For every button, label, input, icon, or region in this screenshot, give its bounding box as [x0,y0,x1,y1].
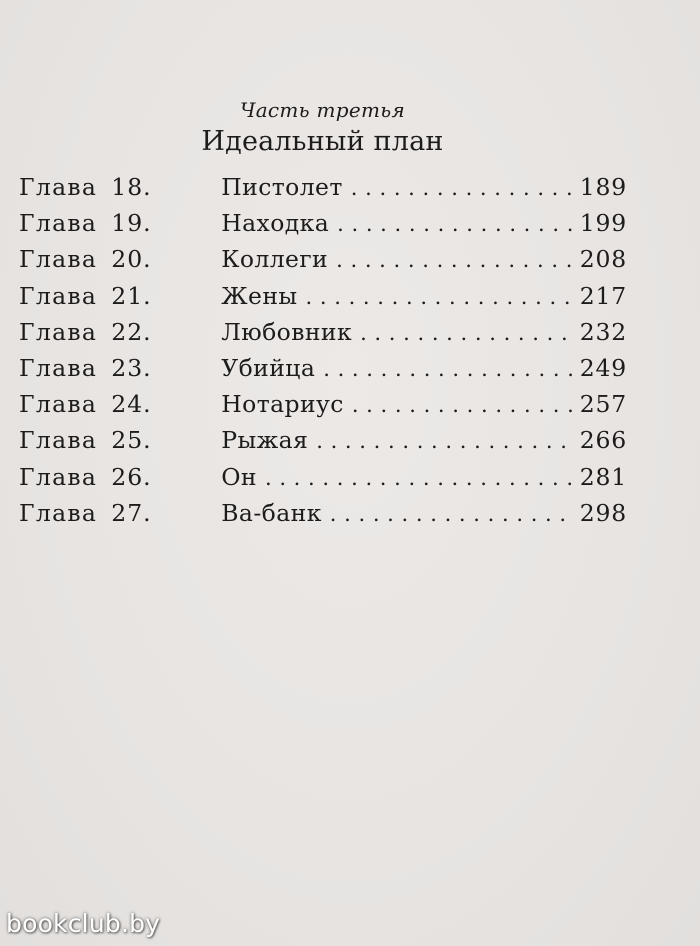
chapter-label: Глава [19,245,98,274]
chapter-label: Глава [19,281,98,310]
part-title: Часть третья [239,98,406,122]
chapter-title: Рыжая [221,426,309,455]
chapter-page-number: 281 [579,462,627,491]
toc-entry [19,390,627,426]
toc-entry [19,318,627,354]
chapter-title: Ва-банк [221,498,322,527]
dot-leader [337,212,574,236]
watermark-logo: bookclub.by [6,909,161,938]
chapter-page-number: 208 [579,245,627,274]
dot-leader [351,176,574,200]
chapter-number: 25. [111,426,152,455]
chapter-label: Глава [19,390,98,419]
toc-entry [19,173,627,209]
chapter-number: 20. [111,245,152,274]
toc-entry [19,426,627,462]
chapter-title: Убийца [221,353,316,382]
toc-entry [19,209,627,245]
dot-leader [360,321,574,345]
chapter-number: 27. [111,498,152,527]
chapter-number: 24. [111,390,152,419]
chapter-page-number: 298 [579,498,627,527]
chapter-title: Коллеги [221,245,329,274]
dot-leader [330,502,574,526]
chapter-label: Глава [19,462,98,491]
toc-entry [19,499,627,535]
chapter-label: Глава [19,209,98,238]
chapter-label: Глава [19,317,98,346]
chapter-page-number: 199 [579,209,627,238]
chapter-label: Глава [19,498,98,527]
chapter-label: Глава [19,173,98,201]
toc-entry [19,282,627,318]
dot-leader [306,285,574,309]
chapter-number: 22. [111,317,152,346]
chapter-page-number: 232 [579,317,627,346]
chapter-title: Находка [221,209,330,238]
chapter-title: Пистолет [221,173,343,201]
table-of-contents [19,173,627,535]
chapter-number: 18. [111,173,152,201]
chapter-page-number: 257 [579,390,627,419]
chapter-title: Жены [221,281,298,310]
chapter-label: Глава [19,353,98,382]
chapter-title: Он [221,462,257,491]
chapter-page-number: 249 [579,353,627,382]
dot-leader [316,429,574,453]
dot-leader [352,393,574,417]
toc-entry [19,463,627,499]
chapter-number: 23. [111,353,152,382]
chapter-page-number: 189 [579,173,627,201]
chapter-label: Глава [19,426,98,455]
section-title: Идеальный план [201,126,444,157]
chapter-page-number: 217 [579,281,627,310]
toc-entry [19,245,627,281]
chapter-number: 19. [111,209,152,238]
chapter-title: Любовник [221,317,353,346]
chapter-page-number: 266 [579,426,627,455]
chapter-title: Нотариус [221,390,344,419]
dot-leader [323,357,574,381]
dot-leader [265,466,574,490]
chapter-number: 21. [111,281,152,310]
dot-leader [336,248,574,272]
chapter-number: 26. [111,462,152,491]
toc-entry [19,354,627,390]
